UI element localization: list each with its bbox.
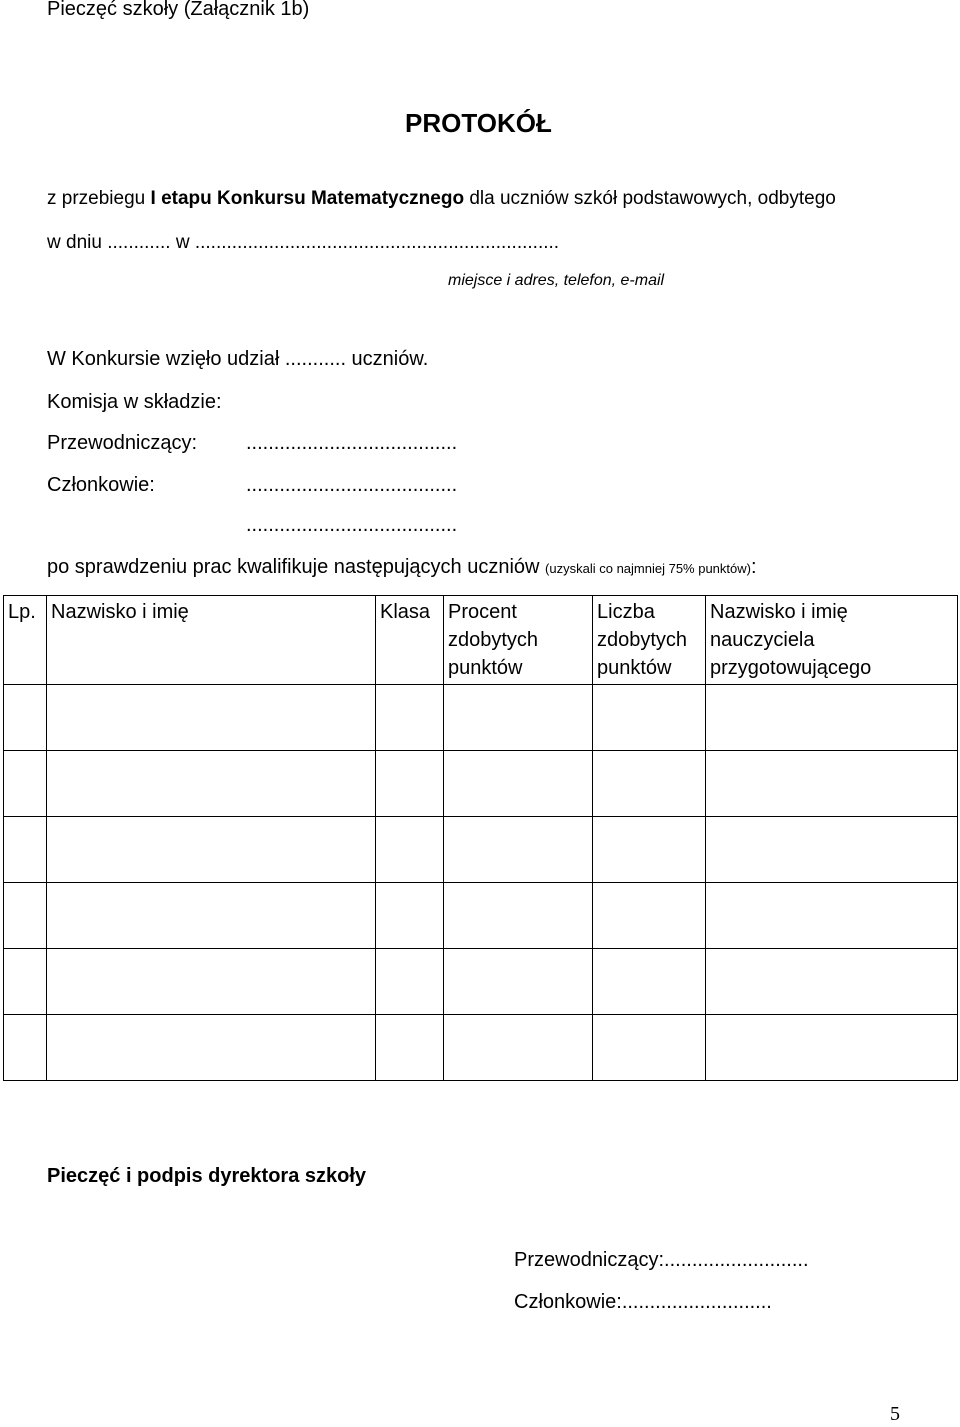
table-cell — [4, 1015, 47, 1081]
qualify-text: po sprawdzeniu prac kwalifikuje następujących uczniów — [47, 556, 546, 578]
table-cell — [444, 751, 593, 817]
director-signature-label: Pieczęć i podpis dyrektora szkoły — [47, 1165, 367, 1187]
table-cell — [706, 949, 958, 1015]
intro-suffix: dla uczniów szkół podstawowych, odbytego — [464, 188, 836, 209]
table-cell — [376, 751, 444, 817]
column-header-lp: Lp. — [4, 596, 47, 685]
table-cell — [4, 817, 47, 883]
table-cell — [706, 685, 958, 751]
column-header-teacher: Nazwisko i imię nauczyciela przygotowującego — [706, 596, 958, 685]
table-cell — [706, 751, 958, 817]
table-cell — [376, 685, 444, 751]
table-cell — [376, 883, 444, 949]
qualify-note: (uzyskali co najmniej 75% punktów) — [545, 561, 751, 576]
member-field: ...................................... — [246, 514, 458, 536]
table-cell — [444, 883, 593, 949]
chair-field: ...................................... — [246, 432, 458, 454]
intro-line — [47, 188, 836, 210]
page-number: 5 — [890, 1403, 900, 1425]
table-row — [4, 817, 958, 883]
table-cell — [47, 751, 376, 817]
document-title: PROTOKÓŁ — [405, 108, 552, 138]
table-cell — [593, 1015, 706, 1081]
table-cell — [4, 685, 47, 751]
table-cell — [376, 817, 444, 883]
table-cell — [4, 751, 47, 817]
column-header-percent: Procent zdobytych punktów — [444, 596, 593, 685]
table-header-row — [4, 596, 958, 685]
results-table — [3, 595, 958, 1081]
table-cell — [706, 817, 958, 883]
column-header-name: Nazwisko i imię — [47, 596, 376, 685]
table-row — [4, 949, 958, 1015]
table-cell — [444, 949, 593, 1015]
table-cell — [47, 685, 376, 751]
table-cell — [444, 817, 593, 883]
table-cell — [444, 685, 593, 751]
intro-prefix: z przebiegu — [47, 188, 151, 209]
table-cell — [593, 883, 706, 949]
table-cell — [593, 685, 706, 751]
chair-label: Przewodniczący: — [47, 432, 198, 454]
table-cell — [47, 1015, 376, 1081]
members-label: Członkowie: — [47, 474, 155, 496]
contest-name: I etapu Konkursu Matematycznego — [150, 188, 465, 209]
participants-line: W Konkursie wzięło udział ........... uczniów. — [47, 348, 429, 370]
table-cell — [47, 883, 376, 949]
members-signature-line: Członkowie:........................... — [514, 1291, 772, 1313]
address-caption: miejsce i adres, telefon, e-mail — [448, 272, 665, 289]
chair-signature-line: Przewodniczący:.......................... — [514, 1249, 809, 1271]
table-cell — [4, 949, 47, 1015]
qualify-line — [47, 556, 757, 579]
school-stamp-label: Pieczęć szkoły (Załącznik 1b) — [47, 0, 310, 20]
table-cell — [47, 949, 376, 1015]
column-header-class: Klasa — [376, 596, 444, 685]
table-cell — [593, 751, 706, 817]
qualify-colon: : — [750, 556, 757, 578]
table-row — [4, 883, 958, 949]
table-cell — [376, 1015, 444, 1081]
table-row — [4, 751, 958, 817]
table-cell — [4, 883, 47, 949]
table-row — [4, 1015, 958, 1081]
table-cell — [593, 949, 706, 1015]
date-place-line: w dniu ............ w ..................................................................... — [47, 232, 560, 253]
table-cell — [47, 817, 376, 883]
table-cell — [376, 949, 444, 1015]
member-field: ...................................... — [246, 474, 458, 496]
table-cell — [444, 1015, 593, 1081]
column-header-points: Liczba zdobytych punktów — [593, 596, 706, 685]
table-cell — [706, 883, 958, 949]
table-row — [4, 685, 958, 751]
table-cell — [593, 817, 706, 883]
table-cell — [706, 1015, 958, 1081]
commission-label: Komisja w składzie: — [47, 391, 222, 413]
